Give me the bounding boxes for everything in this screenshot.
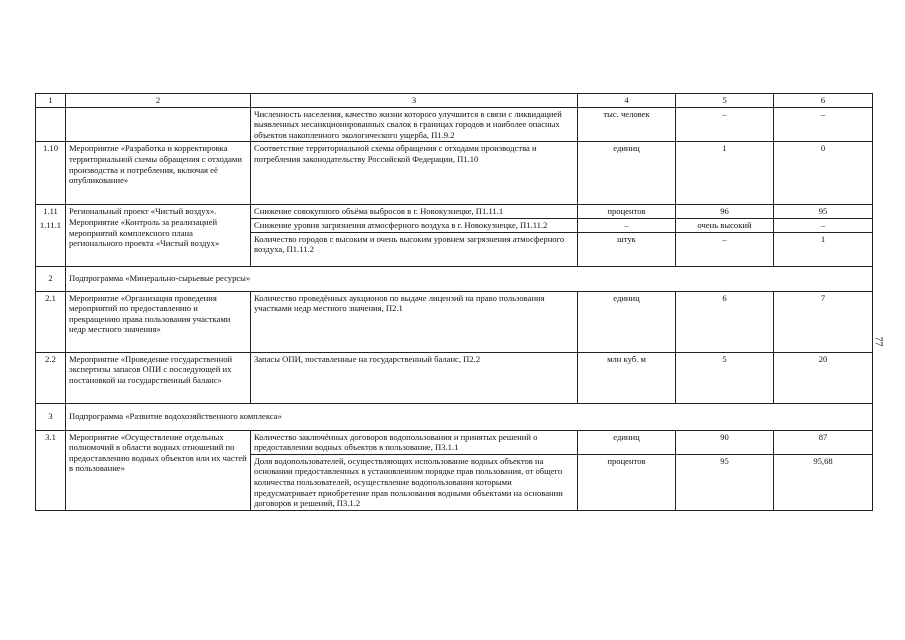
value-col6: 20 [774,352,873,403]
header-col-5: 5 [676,94,774,108]
measure-cell: Мероприятие «Осуществление отдельных полномочий в области водных отношений по предоставлению водных объектов или их частей в пользование» [66,430,251,510]
measure-cell: Региональный проект «Чистый воздух». Мероприятие «Контроль за реализацией мероприятий комплексного плана регионального проекта «Чистый воздух» [66,205,251,266]
unit-cell: штук [578,232,676,266]
table-row [36,205,873,219]
value-col5: 6 [676,291,774,352]
subprogram-row [36,403,873,430]
value-col6: 0 [774,142,873,205]
row-number: 2.1 [36,291,66,352]
subprogram-row [36,266,873,291]
indicator-cell: Численность населения, качество жизни которого улучшится в связи с ликвидацией выявленных несанкционированных свалок в границах городов и наиболее опасных объектов накопленного экологического ущерба, П1.9.2 [251,107,578,142]
value-col5: 95 [676,454,774,510]
value-col5: 1 [676,142,774,205]
measure-cell: Мероприятие «Организация проведения мероприятий по предоставлению и прекращению права пользования участками недр местного значения» [66,291,251,352]
value-col5: – [676,107,774,142]
unit-cell: единиц [578,291,676,352]
unit-cell: млн куб. м [578,352,676,403]
value-col5: 5 [676,352,774,403]
header-row [36,94,873,108]
value-col6: – [774,107,873,142]
indicator-cell: Соответствие территориальной схемы обращения с отходами производства и потребления законодательству Российской Федерации, П1.10 [251,142,578,205]
indicator-cell: Запасы ОПИ, поставленные на государственный баланс, П2.2 [251,352,578,403]
row-number: 2.2 [36,352,66,403]
subprogram-title: Подпрограмма «Минерально-сырьевые ресурсы» [66,266,873,291]
row-number [36,107,66,142]
indicator-table [35,93,873,511]
value-col5: 90 [676,430,774,454]
unit-cell: тыс. человек [578,107,676,142]
header-col-3: 3 [251,94,578,108]
row-number: 2 [36,266,66,291]
subprogram-title: Подпрограмма «Развитие водохозяйственного комплекса» [66,403,873,430]
value-col6: 95 [774,205,873,219]
row-number [36,205,66,266]
measure-cell: Мероприятие «Проведение государственной экспертизы запасов ОПИ с последующей их постановкой на государственный баланс» [66,352,251,403]
header-col-2: 2 [66,94,251,108]
value-col6: 1 [774,232,873,266]
value-col6: – [774,218,873,232]
header-col-1: 1 [36,94,66,108]
unit-cell: процентов [578,454,676,510]
indicator-cell: Количество заключённых договоров водопользования и принятых решений о предоставлении водных объектов в пользование, П3.1.1 [251,430,578,454]
table-row [36,430,873,454]
value-col6: 95,68 [774,454,873,510]
row-number: 3 [36,403,66,430]
page-number: 77 [872,336,884,347]
unit-cell: единиц [578,430,676,454]
table-row [36,107,873,142]
value-col6: 87 [774,430,873,454]
indicator-cell: Снижение совокупного объёма выбросов в г. Новокузнецке, П1.11.1 [251,205,578,219]
row-number: 1.10 [36,142,66,205]
value-col5: 96 [676,205,774,219]
value-col5: – [676,232,774,266]
indicator-cell: Количество городов с высоким и очень высоким уровнем загрязнения атмосферного воздуха, П1.11.2 [251,232,578,266]
indicator-cell: Количество проведённых аукционов по выдаче лицензий на право пользования участками недр местного значения, П2.1 [251,291,578,352]
table-row [36,291,873,352]
measure-cell: Мероприятие «Разработка и корректировка территориальной схемы обращения с отходами производства и потребления, включая её опубликование» [66,142,251,205]
table-row [36,142,873,205]
value-col6: 7 [774,291,873,352]
unit-cell: – [578,218,676,232]
unit-cell: единиц [578,142,676,205]
row-number-main: 1.11 [43,206,58,217]
row-number: 3.1 [36,430,66,510]
indicator-cell: Доля водопользователей, осуществляющих использование водных объектов на основании предоставленных в установленном порядке прав пользования, от общего количества пользователей, осуществление водопользования которыми предусматривает приобретение прав пользования водными объектами на основании договоров и решений, П3.1.2 [251,454,578,510]
row-number-sub: 1.11.1 [39,219,62,230]
measure-cell [66,107,251,142]
header-col-6: 6 [774,94,873,108]
header-col-4: 4 [578,94,676,108]
value-col5: очень высокий [676,218,774,232]
unit-cell: процентов [578,205,676,219]
table-row [36,352,873,403]
indicator-cell: Снижение уровня загрязнения атмосферного воздуха в г. Новокузнецке, П1.11.2 [251,218,578,232]
